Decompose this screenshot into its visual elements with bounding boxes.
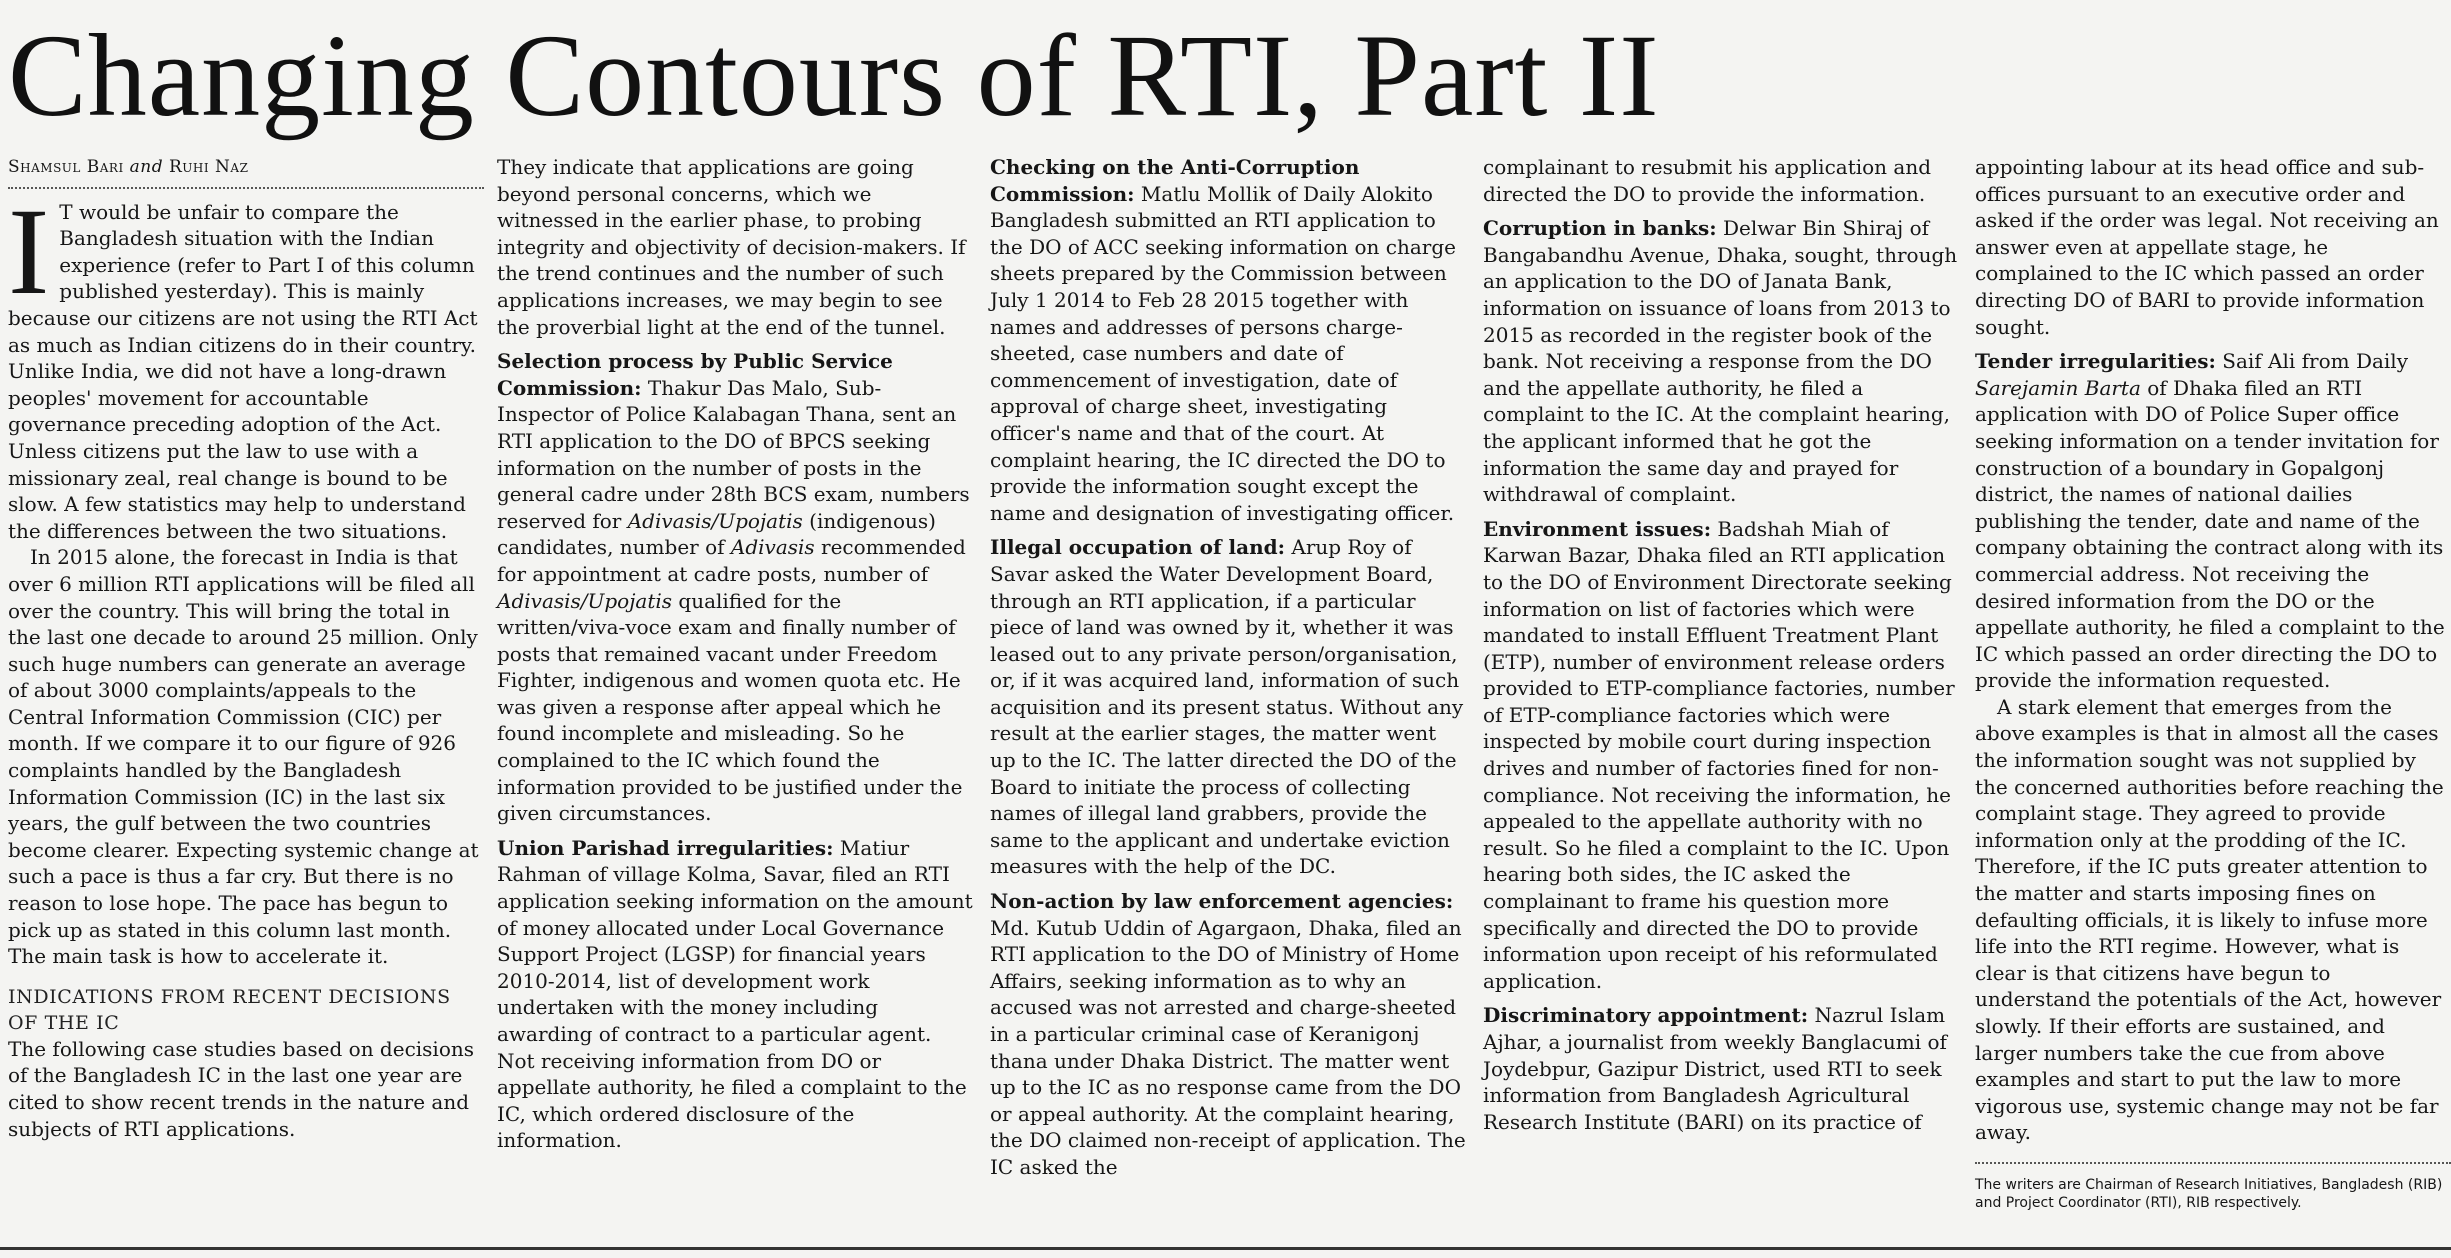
- stats-paragraph: In 2015 alone, the forecast in India is that over 6 million RTI applications will be filed all over the country. This will bring the total in the last one decade to around 25 million. Only such huge numbers can generate an average of about 3000 complaints/appeals to the Central Information Commission (CIC) per month. If we compare it to our figure of 926 complaints handled by the Bangladesh Information Commission (IC) in the last six years, the gulf between the two countries become clearer. Expecting systemic change at such a pace is thus a far cry. But there is no reason to lose hope. The pace has begun to pick up as stated in this column last month. The main task is how to accelerate it.: [8, 545, 479, 969]
- disc-continued: appointing labour at its head office and sub-offices pursuant to an executive order and asked if the order was legal. Not receiving an answer even at appellate stage, he complained to the IC which passed an order directing DO of BARI to provide information sought.: [1975, 155, 2439, 339]
- law-continued: complainant to resubmit his application and directed the DO to provide the information.: [1483, 155, 1932, 206]
- tender-text-1: Saif Ali from Daily: [2215, 349, 2408, 374]
- union-title: Union Parishad irregularities:: [497, 835, 834, 860]
- psc-text-1: Thakur Das Malo, Sub-Inspector of Police Kalabagan Thana, sent an RTI application to the DO of BPCS seeking information on the number of posts in the general cadre under 28th BCS exam, numbers reserved for: [497, 375, 970, 533]
- disc-title: Discriminatory appointment:: [1483, 1003, 1809, 1028]
- intro-text: T would be unfair to compare the Bangladesh situation with the Indian experience (refer to Part I of this column published yesterday). This is mainly because our citizens are not using the RTI Act as much as Indian citizens do in their country. Unlike India, we did not have a long-drawn peoples' movement for accountable governance preceding adoption of the Act. Unless citizens put the law to use with a missionary zeal, real change is bound to be slow. A few statistics may help to understand the differences between the two situations.: [8, 199, 478, 543]
- column-1: [8, 154, 484, 1142]
- tender-paragraph: [1975, 348, 2451, 694]
- trend-paragraph: They indicate that applications are going beyond personal concerns, which we witnessed in the earlier phase, to probing integrity and objectivity of decision-makers. If the trend continues and the number of such applications increases, we may begin to see the proverbial light at the end of the tunnel.: [497, 155, 966, 339]
- bottom-rule: [0, 1247, 2451, 1250]
- psc-text-3: recommended for appointment at cadre posts, number of: [497, 535, 966, 586]
- land-paragraph: [990, 534, 1466, 880]
- author-2: Ruhi Naz: [169, 157, 249, 177]
- union-paragraph: [497, 835, 973, 1154]
- acc-paragraph: [990, 154, 1466, 526]
- drop-cap: I: [8, 182, 50, 320]
- tender-title: Tender irregularities:: [1975, 349, 2216, 374]
- psc-title: Selection process by Public Service Commission:: [497, 349, 893, 400]
- psc-emph-1: Adivasis/Upojatis: [627, 508, 803, 533]
- tender-text-2: of Dhaka filed an RTI application with DO of Police Super office seeking information on a tender invitation for construction of a boundary in Gopalgonj district, the names of national dailies publishing the tender, date and name of the company obtaining the contract along with its commercial address. Not receiving the desired information from the DO or the appellate authority, he filed a complaint to the IC which passed an order directing the DO to provide the information requested.: [1975, 375, 2445, 693]
- tender-paper-name: Sarejamin Barta: [1975, 375, 2141, 400]
- intro-paragraph: [8, 182, 484, 545]
- disc-paragraph: [1483, 1002, 1959, 1135]
- case-intro-paragraph: The following case studies based on decisions of the Bangladesh IC in the last one year are cited to show recent trends in the nature and subjects of RTI applications.: [8, 1036, 475, 1141]
- env-text: Badshah Miah of Karwan Bazar, Dhaka filed an RTI application to the DO of Environment Directorate seeking information on list of factories which were mandated to install Effluent Treatment Plant (ETP), number of environment release orders provided to ETP-compliance factories, number of ETP-compliance factories which were inspected by mobile court during inspection drives and number of factories fined for non-compliance. Not receiving the information, he appealed to the appellate authority with no result. So he filed a complaint to the IC. Upon hearing both sides, the IC asked the complainant to frame his question more specifically and directed the DO to provide information upon receipt of his reformulated application.: [1483, 516, 1955, 993]
- disc-text: Nazrul Islam Ajhar, a journalist from weekly Banglacumi of Joydebpur, Gazipur District, used RTI to seek information from Bangladesh Agricultural Research Institute (BARI) on its practice of: [1483, 1003, 1947, 1134]
- env-paragraph: [1483, 516, 1959, 995]
- byline: [8, 154, 484, 189]
- land-text: Arup Roy of Savar asked the Water Development Board, through an RTI application, if a particular piece of land was owned by it, whether it was leased out to any private person/organisation, or, if it was acquired land, information of such acquisition and its present status. Without any result at the earlier stages, the matter went up to the IC. The latter directed the DO of the Board to initiate the process of collecting names of illegal land grabbers, provide the same to the applicant and undertake eviction measures with the help of the DC.: [990, 535, 1464, 879]
- banks-text: Delwar Bin Shiraj of Bangabandhu Avenue, Dhaka, sought, through an application to the DO of Janata Bank, information on issuance of loans from 2013 to 2015 as recorded in the register book of the bank. Not receiving a response from the DO and the appellate authority, he filed a complaint to the IC. At the complaint hearing, the applicant informed that he got the information the same day and prayed for withdrawal of complaint.: [1483, 216, 1958, 507]
- law-paragraph: [990, 888, 1466, 1181]
- acc-title: Checking on the Anti-Corruption Commission:: [990, 155, 1360, 206]
- author-footnote: The writers are Chairman of Research Initiatives, Bangladesh (RIB) and Project Coordinator (RTI), RIB respectively.: [1975, 1162, 2451, 1212]
- law-text: Md. Kutub Uddin of Agargaon, Dhaka, filed an RTI application to the DO of Ministry of Home Affairs, seeking information as to why an accused was not arrested and charge-sheeted in a particular criminal case of Keranigonj thana under Dhaka District. The matter went up to the IC as no response came from the DO or appeal authority. At the complaint hearing, the DO claimed non-receipt of application. The IC asked the: [990, 915, 1466, 1179]
- psc-text-2: (indigenous) candidates, number of: [497, 508, 936, 560]
- psc-paragraph: [497, 348, 973, 827]
- acc-text: Matlu Mollik of Daily Alokito Bangladesh submitted an RTI application to the DO of ACC seeking information on charge sheets prepared by the Commission between July 1 2014 to Feb 28 2015 together with names and addresses of persons charge-sheeted, case numbers and date of commencement of investigation, date of approval of charge sheet, investigating officer's name and that of the court. At complaint hearing, the IC directed the DO to provide the information sought except the name and designation of investigating officer.: [990, 181, 1456, 525]
- law-title: Non-action by law enforcement agencies:: [990, 889, 1454, 914]
- headline: Changing Contours of RTI, Part II: [8, 10, 1660, 141]
- banks-title: Corruption in banks:: [1483, 216, 1717, 241]
- column-4: [1483, 154, 1959, 1135]
- author-1: Shamsul Bari: [8, 157, 124, 177]
- psc-emph-2: Adivasis: [730, 535, 815, 560]
- land-title: Illegal occupation of land:: [990, 535, 1286, 560]
- psc-text-4: qualified for the written/viva-voce exam and finally number of posts that remained vacant under Freedom Fighter, indigenous and women quota etc. He was given a response after appeal which he found incomplete and misleading. So he complained to the IC which found the information provided to be justified under the given circumstances.: [497, 588, 963, 826]
- byline-and: and: [129, 157, 164, 177]
- conclusion-paragraph: A stark element that emerges from the above examples is that in almost all the cases the information sought was not supplied by the concerned authorities before reaching the complaint stage. They agreed to provide information only at the prodding of the IC. Therefore, if the IC puts greater attention to the matter and starts imposing fines on defaulting officials, it is likely to infuse more life into the RTI regime. However, what is clear is that citizens have begun to understand the potentials of the Act, however slowly. If their efforts are sustained, and larger numbers take the cue from above examples and start to put the law to more vigorous use, systemic change may not be far away.: [1975, 694, 2444, 1145]
- column-2: [497, 154, 973, 1154]
- union-text: Matiur Rahman of village Kolma, Savar, filed an RTI application seeking information on the amount of money allocated under Local Governance Support Project (LGSP) for financial years 2010-2014, list of development work undertaken with the money including awarding of contract to a particular agent. Not receiving information from DO or appellate authority, he filed a complaint to the IC, which ordered disclosure of the information.: [497, 835, 973, 1153]
- section-subhead: INDICATIONS FROM RECENT DECISIONS OF THE IC: [8, 985, 451, 1034]
- banks-paragraph: [1483, 215, 1959, 508]
- column-3: [990, 154, 1466, 1181]
- env-title: Environment issues:: [1483, 516, 1712, 541]
- column-5: [1975, 154, 2451, 1212]
- psc-emph-3: Adivasis/Upojatis: [497, 588, 673, 613]
